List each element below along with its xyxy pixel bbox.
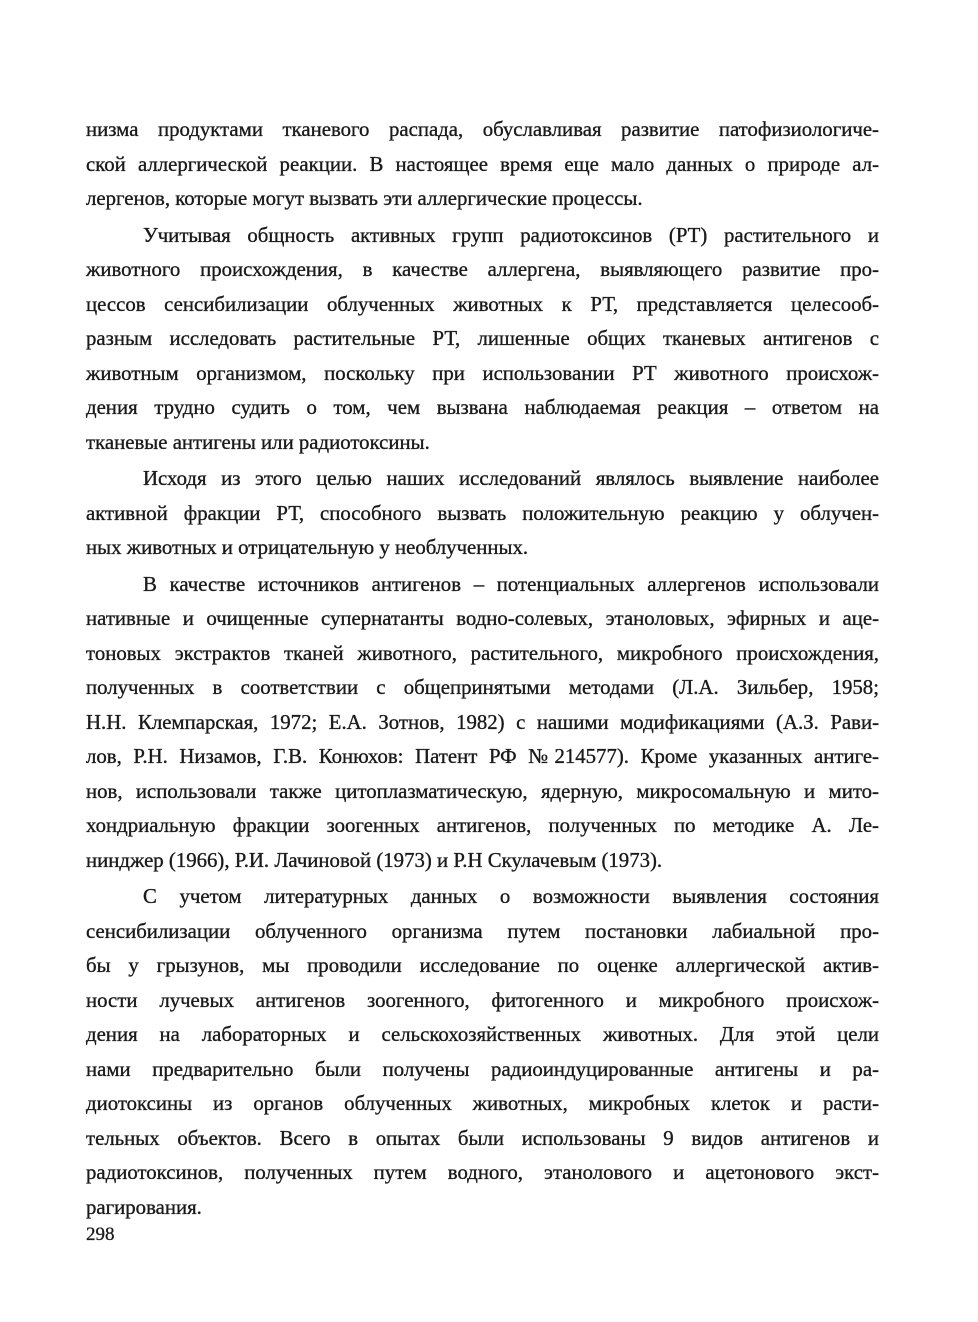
text-line: разным исследовать растительные РТ, лишенные общих тканевых антигенов с xyxy=(86,327,879,350)
page-number: 298 xyxy=(86,1224,115,1245)
text-line: Н.Н. Клемпарская, 1972; Е.А. Зотнов, 1982) с нашими модификациями (А.З. Рави- xyxy=(86,710,879,734)
text-line: нов, использовали также цитоплазматическую, ядерную, микросомальную и мито- xyxy=(86,779,879,803)
paragraph xyxy=(86,219,879,461)
text-line: цессов сенсибилизации облученных животных к РТ, представляется целесооб- xyxy=(86,292,879,316)
text-line: дения трудно судить о том, чем вызвана наблюдаемая реакция – ответом на xyxy=(86,396,879,419)
text-line: низма продуктами тканевого распада, обуславливая развитие патофизиологиче- xyxy=(86,118,879,141)
text-line: Учитывая общность активных групп радиотоксинов (РТ) растительного и xyxy=(143,223,879,247)
text-line: С учетом литературных данных о возможности выявления состояния xyxy=(143,885,879,908)
text-line: бы у грызунов, мы проводили исследование по оценке аллергической актив- xyxy=(86,954,879,977)
text-line: хондриальную фракции зоогенных антигенов, полученных по методике А. Ле- xyxy=(86,814,879,837)
text-line: сенсибилизации облученного организма путем постановки лабиальной про- xyxy=(86,919,879,943)
paragraph xyxy=(86,880,879,1225)
text-line: ской аллергической реакции. В настоящее время еще мало данных о природе ал- xyxy=(86,152,879,176)
text-line: тоновых экстрактов тканей животного, растительного, микробного происхождения, xyxy=(86,641,879,665)
paragraph xyxy=(86,462,879,566)
text-line: тельных объектов. Всего в опытах были использованы 9 видов антигенов и xyxy=(86,1126,879,1150)
text-line: нами предварительно были получены радиоиндуцированные антигены и ра- xyxy=(86,1057,879,1081)
text-line: полученных в соответствии с общепринятыми методами (Л.А. Зильбер, 1958; xyxy=(86,676,879,699)
text-line: нинджер (1966), Р.И. Лачиновой (1973) и Р.Н Скулачевым (1973). xyxy=(86,848,663,872)
text-line: В качестве источников антигенов – потенциальных аллергенов использовали xyxy=(143,572,879,596)
text-line: ных животных и отрицательную у необлученных. xyxy=(86,536,529,559)
text-line: ности лучевых антигенов зоогенного, фитогенного и микробного происхож- xyxy=(86,988,879,1012)
text-line: лов, Р.Н. Низамов, Г.В. Конюхов: Патент РФ №214577). Кроме указанных антиге- xyxy=(86,745,879,768)
paragraph xyxy=(86,568,879,879)
text-line: дения на лабораторных и сельскохозяйственных животных. Для этой цели xyxy=(86,1023,879,1046)
text-line: лергенов, которые могут вызвать эти аллергические процессы. xyxy=(86,187,643,210)
text-line: животным организмом, поскольку при использовании РТ животного происхож- xyxy=(86,361,879,385)
text-line: животного происхождения, в качестве аллергена, выявляющего развитие про- xyxy=(86,258,879,281)
paragraph xyxy=(86,113,879,217)
text-line: радиотоксинов, полученных путем водного, этанолового и ацетонового экст- xyxy=(86,1161,879,1184)
text-line: нативные и очищенные супернатанты водно-солевых, этаноловых, эфирных и аце- xyxy=(86,607,879,630)
text-line: тканевые антигены или радиотоксины. xyxy=(86,430,430,454)
text-line: Исходя из этого целью наших исследований являлось выявление наиболее xyxy=(143,467,879,490)
text-line: диотоксины из органов облученных животных, микробных клеток и расти- xyxy=(86,1092,879,1115)
text-line: рагирования. xyxy=(86,1195,202,1219)
body-text xyxy=(86,113,879,1225)
text-line: активной фракции РТ, способного вызвать положительную реакцию у облучен- xyxy=(86,501,879,525)
